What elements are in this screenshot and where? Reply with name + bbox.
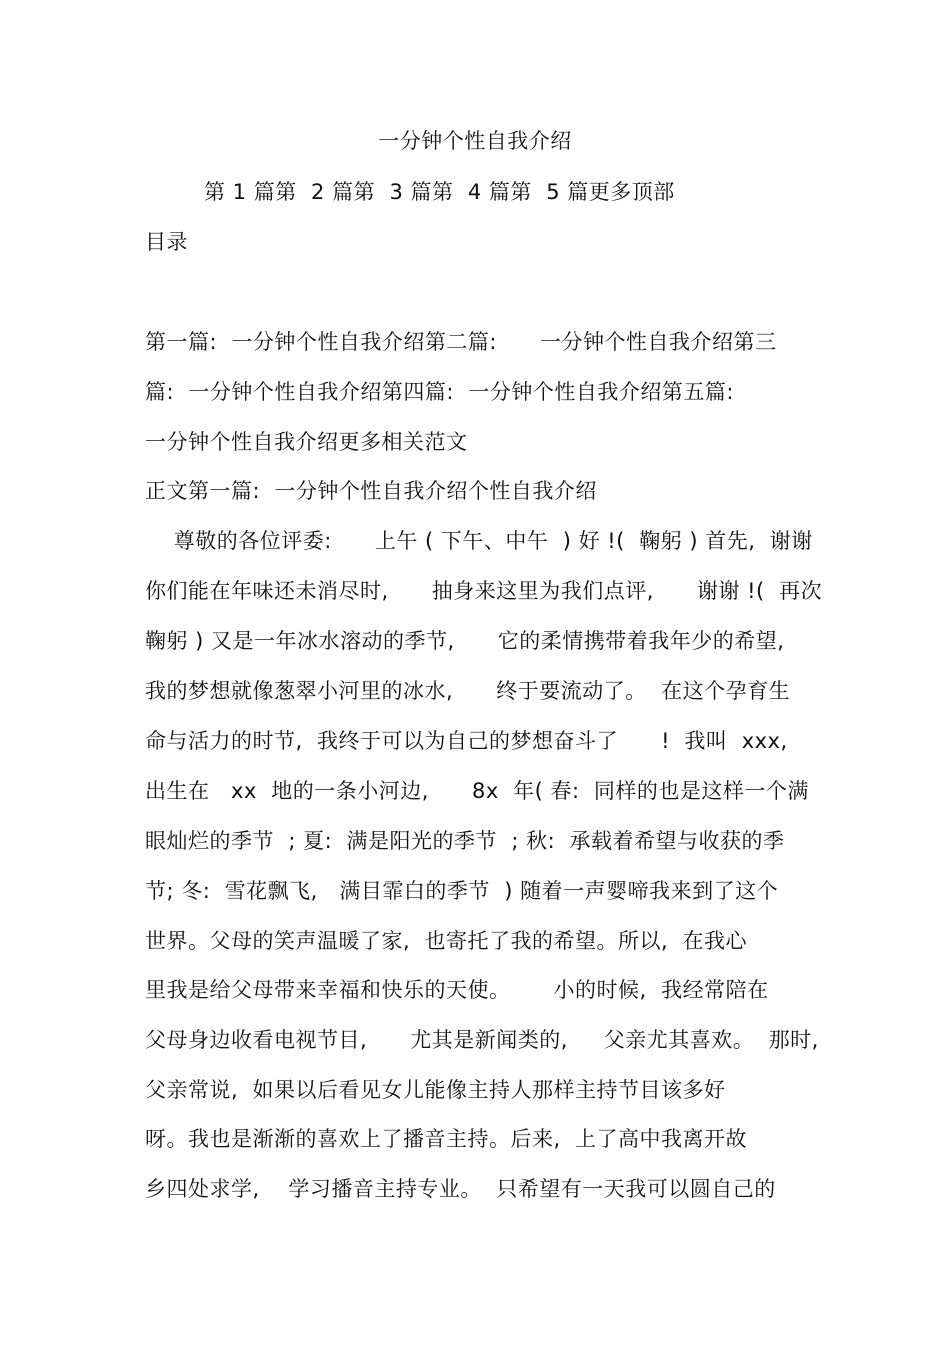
toc-line: 一分钟个性自我介绍更多相关范文 <box>145 430 468 454</box>
body-line: 出生在 xx 地的一条小河边, 8x 年( 春: 同样的也是这样一个满 <box>145 779 809 803</box>
toc-line: 篇: 一分钟个性自我介绍第四篇: 一分钟个性自我介绍第五篇: <box>145 380 734 404</box>
body-line: 命与活力的时节, 我终于可以为自己的梦想奋斗了 ! 我叫 xxx, <box>145 729 788 753</box>
toc-line: 第一篇: 一分钟个性自我介绍第二篇: 一分钟个性自我介绍第三 <box>145 330 777 354</box>
body-heading: 正文第一篇: 一分钟个性自我介绍个性自我介绍 <box>145 479 597 503</box>
body-line: 节; 冬: 雪花飘飞, 满目霏白的季节 ) 随着一声婴啼我来到了这个 <box>145 879 779 903</box>
body-line: 尊敬的各位评委: 上午 ( 下午、中午 ) 好 !( 鞠躬 ) 首先, 谢谢 <box>145 529 813 553</box>
body-line: 你们能在年味还未消尽时, 抽身来这里为我们点评, 谢谢 !( 再次 <box>145 579 823 603</box>
body-line: 父母身边收看电视节目, 尤其是新闻类的, 父亲尤其喜欢。 那时, <box>145 1028 819 1052</box>
body-line: 我的梦想就像葱翠小河里的冰水, 终于要流动了。 在这个孕育生 <box>145 679 791 703</box>
body-line: 世界。父母的笑声温暖了家, 也寄托了我的希望。所以, 在我心 <box>145 929 748 953</box>
document-title: 一分钟个性自我介绍 <box>378 129 572 153</box>
body-line: 父亲常说, 如果以后看见女儿能像主持人那样主持节目该多好 <box>145 1078 726 1102</box>
body-line: 里我是给父母带来幸福和快乐的天使。 小的时候, 我经常陪在 <box>145 978 769 1002</box>
toc-heading: 目录 <box>145 230 188 254</box>
body-line: 眼灿烂的季节 ; 夏: 满是阳光的季节 ; 秋: 承载着希望与收获的季 <box>145 829 785 853</box>
body-line: 乡四处求学, 学习播音主持专业。 只希望有一天我可以圆自己的 <box>145 1177 776 1201</box>
body-line: 鞠躬 ) 又是一年冰水溶动的季节, 它的柔情携带着我年少的希望, <box>145 629 785 653</box>
body-line: 呀。我也是渐渐的喜欢上了播音主持。后来, 上了高中我离开故 <box>145 1127 748 1151</box>
chapter-nav[interactable]: 第 1 篇第 2 篇第 3 篇第 4 篇第 5 篇更多顶部 <box>204 180 675 204</box>
